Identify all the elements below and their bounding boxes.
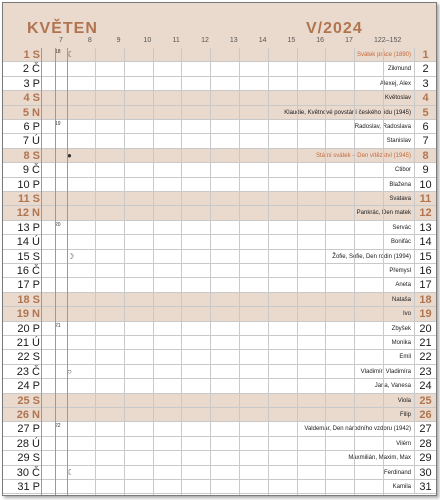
hour-grid-line [383,48,384,495]
week-number: 20 [55,221,61,228]
day-of-year-range: 122–152 [374,37,402,44]
nameday-label: Klaudie, Květnové povstání českého lidu (1945) [284,109,411,116]
day-number-right: 7 [414,134,436,147]
day-number-right: 31 [414,480,436,493]
day-number-right: 6 [414,120,436,133]
day-number-weekday: 24 P [17,380,40,393]
nameday-label: Vladimír, Vladimíra [360,368,411,375]
day-number-weekday: 2 Č [22,63,40,76]
nameday-label: Vilém [396,440,411,447]
day-number-weekday: 22 S [17,351,40,364]
day-number-weekday: 27 P [17,423,40,436]
calendar-page [2,2,437,496]
grid-line [41,48,42,495]
day-number-weekday: 23 Č [16,365,40,378]
hour-grid-line [354,48,355,495]
moon-phase-icon: ☾ [67,50,75,59]
hour-grid-line [153,48,154,495]
grid-line [67,48,68,495]
day-number-right: 13 [414,221,436,234]
hour-label: 16 [316,37,325,44]
day-number-right: 16 [414,264,436,277]
nameday-label: Valdemar, Den národního vzdoru (1942) [304,426,411,433]
nameday-label: Monika [391,340,411,346]
hour-grid-line [239,48,240,495]
day-number-right: 27 [414,422,436,435]
day-number-right: 19 [414,307,436,320]
nameday-label: Žofie, Sofie, Den rodin (1994) [332,253,411,260]
nameday-label: Zikmund [387,66,411,73]
day-number-weekday: 8 S [23,149,40,162]
hour-label: 12 [201,37,209,44]
hour-grid-line [297,48,298,495]
nameday-label: Ivo [402,311,411,318]
day-number-right: 25 [414,394,436,407]
nameday-label: Svátek práce (1890) [356,52,411,58]
nameday-label: Maxmilián, Maxim, Max [348,455,411,462]
day-number-right: 23 [414,365,436,378]
nameday-label: Blažena [389,181,411,188]
day-number-weekday: 10 P [17,178,40,191]
nameday-label: Květoslav [384,95,411,102]
day-number-weekday: 30 Č [16,466,40,479]
day-number-right: 26 [414,408,436,421]
day-number-weekday: 15 S [17,250,40,263]
day-number-weekday: 5 N [22,106,40,119]
day-number-weekday: 21 Ú [16,337,40,349]
nameday-label: Emil [399,354,411,361]
day-number-weekday: 1 S [23,49,40,61]
day-number-right: 29 [414,451,436,464]
day-number-weekday: 31 P [17,481,40,493]
nameday-label: Svatava [389,196,411,202]
hour-grid-line [210,48,211,495]
day-number-weekday: 29 S [17,452,40,465]
day-number-weekday: 9 Č [22,164,40,177]
day-number-weekday: 25 S [17,394,40,407]
year-month-title: V/2024 [306,20,363,37]
week-number: 21 [55,322,61,329]
day-number-right: 8 [414,149,436,162]
nameday-label: Stanislav [386,138,411,145]
nameday-label: Zbyšek [391,325,411,332]
nameday-label: Aneta [395,282,411,289]
day-number-right: 1 [414,48,436,61]
moon-phase-icon: ● [67,150,72,160]
hour-label: 13 [229,37,238,44]
day-number-right: 2 [414,62,436,75]
nameday-label: Státní svátek – Den vítězství (1945) [315,152,411,159]
nameday-label: Jana, Vanesa [374,383,411,390]
hour-label: 9 [116,37,121,44]
hour-label: 7 [59,37,63,44]
week-number: 22 [55,423,61,430]
day-number-right: 17 [414,278,436,291]
day-number-right: 5 [414,106,436,119]
day-number-weekday: 28 Ú [16,437,40,450]
moon-phase-icon: ☽ [67,251,75,261]
day-number-right: 21 [414,336,436,349]
day-number-weekday: 19 N [16,308,40,321]
nameday-label: Viola [397,397,411,404]
hour-label: 15 [287,37,296,44]
hour-label: 8 [87,37,92,44]
hour-grid-line [268,48,269,495]
day-number-right: 3 [414,77,436,90]
nameday-label: Filip [399,412,411,418]
hour-grid-line [325,48,326,495]
moon-phase-icon: ○ [67,366,72,376]
nameday-label: Ctibor [394,167,411,174]
day-number-right: 14 [414,235,436,248]
day-number-weekday: 13 P [17,221,40,234]
day-number-right: 4 [414,91,436,104]
day-number-weekday: 7 Ú [22,135,40,148]
hour-grid-line [95,48,96,495]
day-number-right: 30 [414,466,436,479]
day-number-weekday: 12 N [16,207,40,220]
day-number-weekday: 26 N [16,409,40,421]
nameday-label: Přemysl [389,268,411,274]
day-number-right: 11 [414,192,436,205]
day-number-weekday: 3 P [23,77,40,90]
day-number-weekday: 14 Ú [16,236,40,249]
day-number-weekday: 11 S [17,193,40,205]
nameday-label: Nataša [391,296,411,303]
day-number-right: 12 [414,206,436,219]
day-number-right: 20 [414,322,436,335]
month-title: KVĚTEN [27,20,98,37]
nameday-label: Bonifác [390,239,411,246]
nameday-label: Servác [392,224,411,231]
day-grid [3,48,436,495]
day-number-weekday: 4 S [23,92,40,105]
day-number-right: 15 [414,250,436,263]
day-number-weekday: 18 S [17,293,40,306]
day-number-weekday: 16 Č [16,265,40,277]
hour-label: 11 [172,37,180,44]
nameday-label: Pankrác, Den matek [356,210,411,217]
day-number-weekday: 20 P [17,322,40,335]
hour-label: 17 [345,37,353,44]
nameday-label: Ferdinand [383,469,411,476]
hour-grid-line [181,48,182,495]
day-number-right: 28 [414,437,436,450]
day-number-right: 24 [414,379,436,392]
grid-line [55,48,56,495]
nameday-label: Radoslav, Radoslava [354,124,411,130]
day-number-right: 10 [414,178,436,191]
day-number-right: 22 [414,350,436,363]
moon-phase-icon: ☾ [67,467,75,477]
hour-label: 14 [258,37,267,44]
hour-grid-line [124,48,125,495]
day-number-weekday: 6 P [23,121,40,133]
calendar-header [3,3,436,48]
nameday-label: Kamila [392,484,411,490]
week-number: 19 [55,121,61,127]
hour-label: 10 [143,37,152,44]
day-number-right: 18 [414,293,436,306]
week-number: 18 [55,49,61,55]
day-number-right: 9 [414,163,436,176]
nameday-label: Alexej, Alex [379,80,411,87]
day-number-weekday: 17 P [17,279,40,292]
